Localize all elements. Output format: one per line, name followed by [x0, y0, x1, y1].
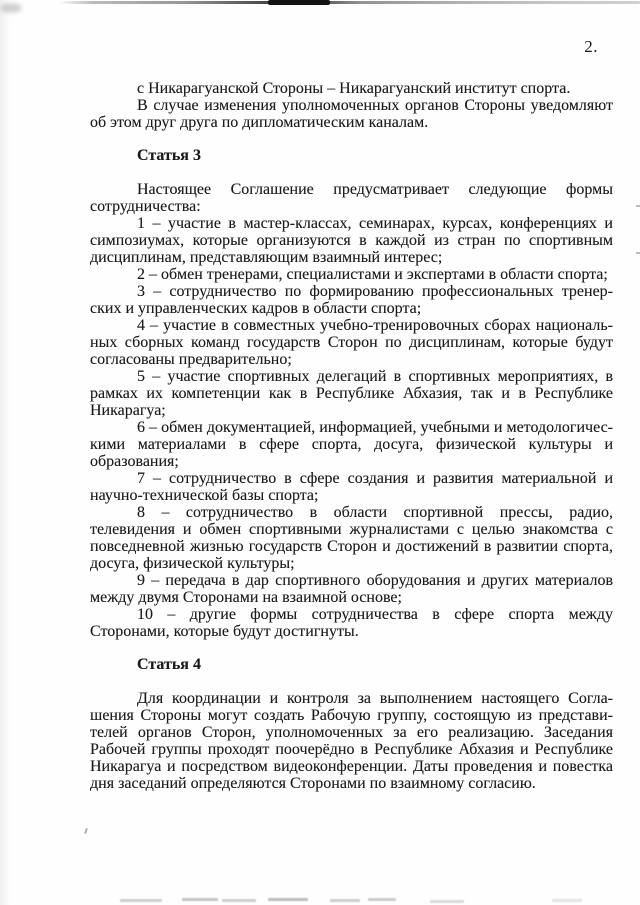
text-line: между двумя Сторонами на взаимной основе;	[90, 589, 402, 606]
scan-artifact-top-edge	[58, 1, 640, 4]
text-line: повседневной жизнью государств Сторон и достижений в развитии спорта,	[90, 538, 613, 555]
paragraph	[90, 283, 613, 317]
text-line: дня заседаний определяются Сторонами по взаимному согласию.	[90, 775, 536, 792]
text-line: научно-технической базы спорта;	[90, 487, 319, 504]
text-line: досуга, физической культуры;	[90, 555, 295, 572]
paragraph	[90, 181, 613, 215]
scan-artifact-bottom-dash	[222, 899, 256, 902]
text-line: 1 – участие в мастер-классах, семинарах, курсах, конференциях и	[137, 215, 613, 232]
text-line: образования;	[90, 453, 179, 470]
scan-artifact-bottom-dash	[552, 899, 582, 902]
text-line: Настоящее Соглашение предусматривает следующие формы	[137, 181, 613, 198]
text-line: Никарагуа и посредством видеоконференции. Даты проведения и повестка	[90, 758, 613, 775]
text-line: согласованы предварительно;	[90, 351, 292, 368]
text-line: Никарагуа;	[90, 402, 166, 419]
scan-artifact-edge-tick	[636, 205, 640, 207]
text-line: 3 – сотрудничество по формированию профессиональных тренер-	[137, 283, 613, 300]
paragraph	[90, 606, 613, 640]
text-line: 2 – обмен тренерами, специалистами и экспертами в области спорта;	[137, 266, 608, 283]
paragraph	[90, 368, 613, 419]
paragraph	[90, 504, 613, 572]
paragraph	[90, 80, 613, 97]
text-line: дисциплинам, представляющим взаимный интерес;	[90, 249, 443, 266]
text-line: ских и управленческих кадров в области спорта;	[90, 300, 422, 317]
scan-artifact-edge-tick	[636, 252, 640, 254]
text-line: 10 – другие формы сотрудничества в сфере спорта между	[137, 606, 613, 623]
scan-artifact-bottom-dash	[368, 898, 396, 901]
text-line: Рабочей группы проходят поочерёдно в Республике Абхазия и Республике	[90, 741, 613, 758]
text-line: с Никарагуанской Стороны – Никарагуанский институт спорта.	[137, 80, 571, 97]
page-number: 2.	[584, 37, 598, 56]
text-line: 4 – участие в совместных учебно-тренировочных сборах националь-	[137, 317, 613, 334]
paragraph	[90, 470, 613, 504]
text-line: В случае изменения уполномоченных органов Стороны уведомляют	[137, 97, 613, 114]
scan-artifact-bottom-dash	[182, 898, 218, 901]
text-line: рамках их компетенции как в Республике Абхазия, так и в Республике	[90, 385, 613, 402]
paragraph	[90, 690, 613, 792]
scan-artifact-top-blob	[268, 0, 330, 5]
text-line: симпозиумах, которые организуются в каждой из стран по спортивным	[90, 232, 613, 249]
scan-artifact-corner-smudge	[0, 3, 22, 13]
text-line: 8 – сотрудничество в области спортивной прессы, радио,	[137, 504, 613, 521]
paragraph	[90, 419, 613, 470]
scan-artifact-bottom-dash	[430, 900, 464, 903]
text-line: ных сборных команд государств Сторон по дисциплинам, которые будут	[90, 334, 613, 351]
text-line: об этом друг друга по дипломатическим каналам.	[90, 114, 429, 131]
article-heading: Статья 4	[137, 656, 201, 673]
text-line: телей органов Сторон, уполномоченных за его реализацию. Заседания	[90, 724, 613, 741]
paragraph	[90, 317, 613, 368]
text-line: 9 – передача в дар спортивного оборудования и других материалов	[137, 572, 613, 589]
text-line: Для координации и контроля за выполнением настоящего Согла-	[137, 690, 613, 707]
scan-artifact-bottom-dash	[268, 898, 308, 901]
paragraph	[90, 97, 613, 131]
scan-artifact-bottom-dash	[120, 899, 162, 902]
text-line: сотрудничества:	[90, 198, 201, 215]
scan-artifact-bottom-dash	[330, 899, 360, 902]
text-line: 6 – обмен документацией, информацией, учебными и методологичес-	[137, 419, 613, 436]
paragraph	[90, 266, 613, 283]
text-line: Сторонами, которые будут достигнуты.	[90, 623, 359, 640]
paragraph	[90, 215, 613, 266]
text-line: кими материалами в сфере спорта, досуга, физической культуры и	[90, 436, 613, 453]
document-body	[90, 80, 613, 792]
text-line: 5 – участие спортивных делегаций в спортивных мероприятиях, в	[137, 368, 613, 385]
scan-artifact-left-shade	[0, 0, 10, 905]
text-line: 7 – сотрудничество в сфере создания и развития материальной и	[137, 470, 613, 487]
paragraph	[90, 572, 613, 606]
article-heading: Статья 3	[137, 147, 201, 164]
text-line: шения Стороны могут создать Рабочую группу, состоящую из представи-	[90, 707, 613, 724]
text-line: телевидения и обмен спортивными журналистами с целью знакомства с	[90, 521, 613, 538]
scan-artifact-stray-mark	[84, 828, 88, 834]
